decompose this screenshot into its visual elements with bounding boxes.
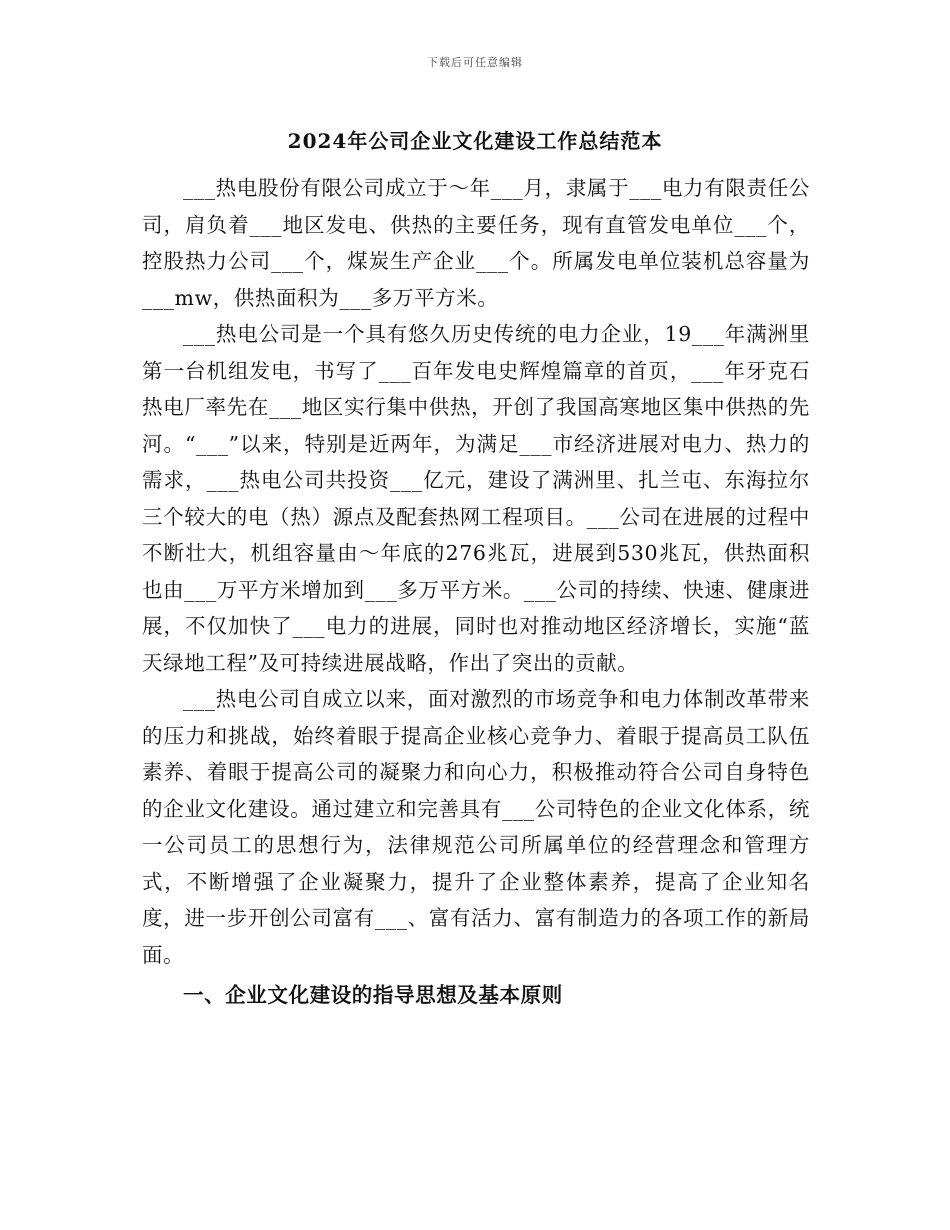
paragraph-company-history: ___热电公司是一个具有悠久历史传统的电力企业，19___年满洲里第一台机组发电，书写了___百年发电史辉煌篇章的首页，___年牙克石热电厂率先在___地区实行集中供热，开创了我国高寒地区集中供热的先河。“___”以来，特别是近两年，为满足___市经济进展对电力、热力的需求，___热电公司共投资___亿元，建设了满洲里、扎兰屯、东海拉尔三个较大的电（热）源点及配套热网工程项目。___公司在进展的过程中不断壮大，机组容量由～年底的276兆瓦，进展到530兆瓦，供热面积也由___万平方米增加到___多万平方米。___公司的持续、快速、健康进展，不仅加快了___电力的进展，同时也对推动地区经济增长，实施“蓝天绿地工程”及可持续进展战略，作出了突出的贡献。: [142, 322, 810, 675]
header-note: 下载后可任意编辑: [427, 56, 523, 69]
document-title: 2024年公司企业文化建设工作总结范本: [287, 129, 663, 153]
document-body: [142, 170, 810, 1014]
paragraph-culture-construction: ___热电公司自成立以来，面对激烈的市场竞争和电力体制改革带来的压力和挑战，始终着眼于提高企业核心竞争力、着眼于提高员工队伍素养、着眼于提高公司的凝聚力和向心力，积极推动符合公司自身特色的企业文化建设。通过建立和完善具有___公司特色的企业文化体系，统一公司员工的思想行为，法律规范公司所属单位的经营理念和管理方式，不断增强了企业凝聚力，提升了企业整体素养，提高了企业知名度，进一步开创公司富有___、富有活力、富有制造力的各项工作的新局面。: [142, 687, 810, 967]
paragraph-company-intro: ___热电股份有限公司成立于～年___月，隶属于___电力有限责任公司，肩负着___地区发电、供热的主要任务，现有直管发电单位___个，控股热力公司___个，煤炭生产企业___个。所属发电单位装机总容量为___mw，供热面积为___多万平方米。: [142, 176, 810, 310]
section-heading: 一、企业文化建设的指导思想及基本原则: [183, 983, 563, 1007]
